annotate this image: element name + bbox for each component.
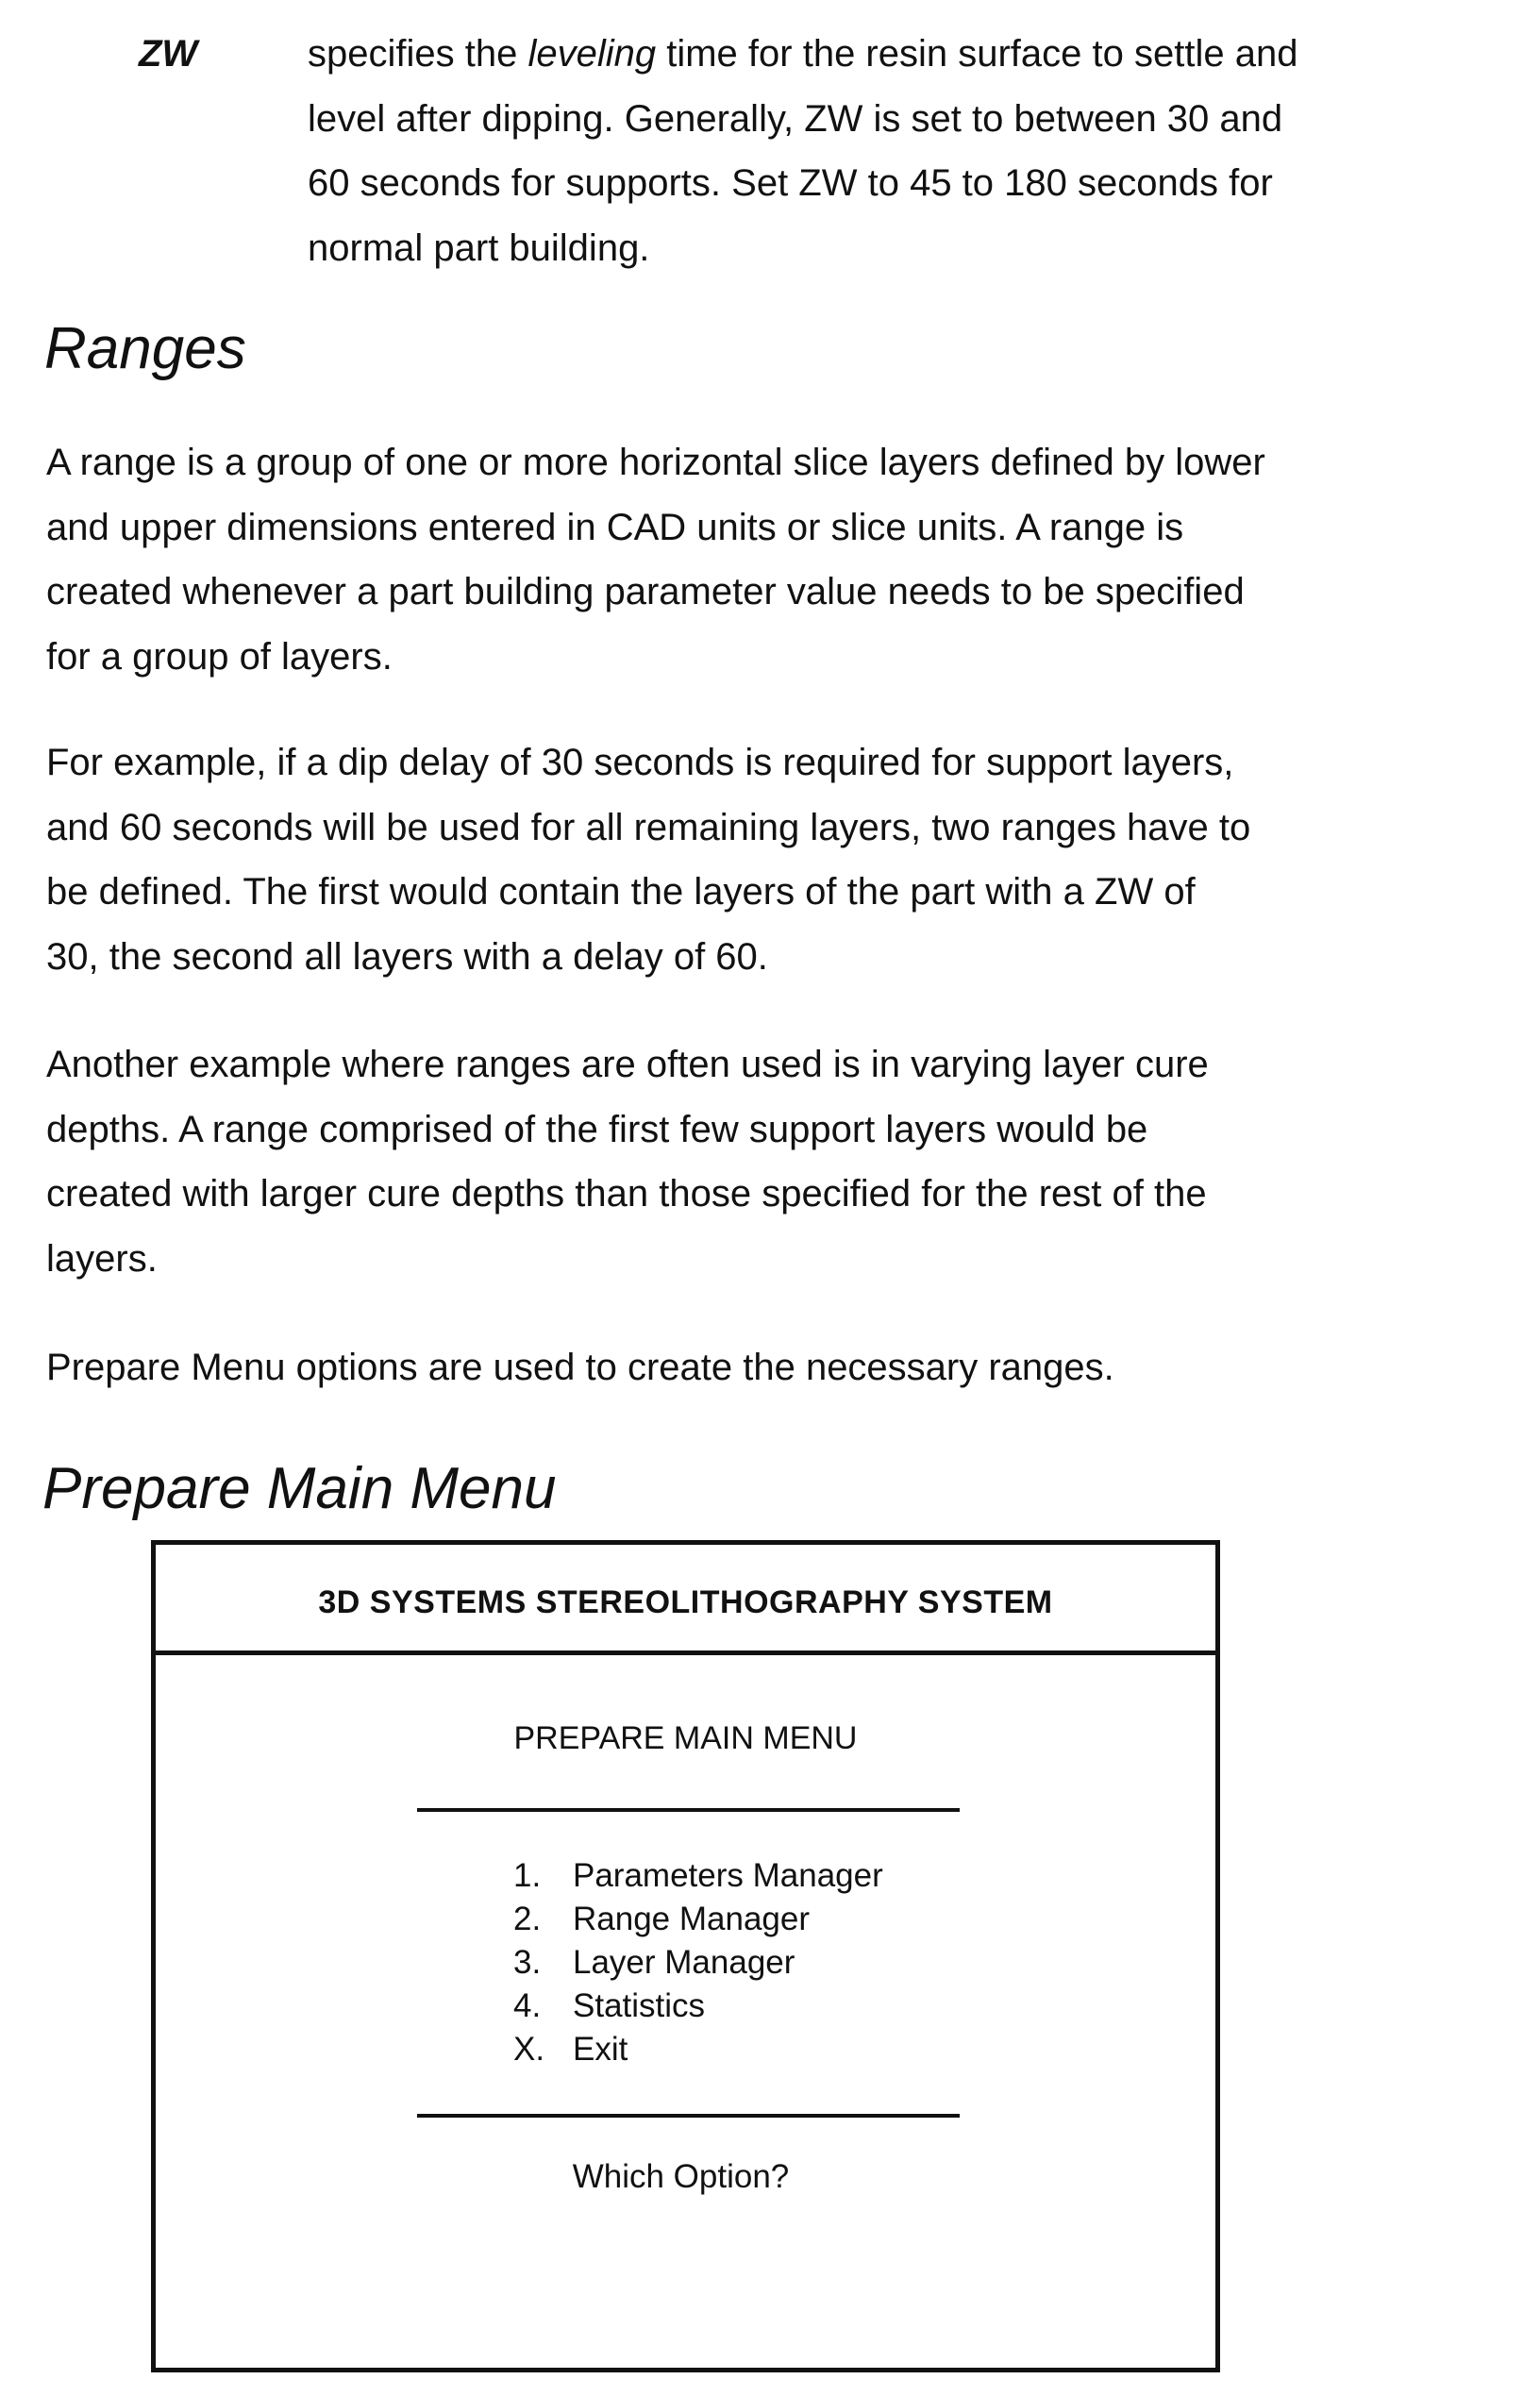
paragraph-line: created with larger cure depths than those specified for the rest of the [46, 1162, 1209, 1227]
menu-item-key: 3. [513, 1941, 573, 1985]
section-heading-ranges: Ranges [44, 316, 246, 382]
paragraph-line: and 60 seconds will be used for all remaining layers, two ranges have to [46, 796, 1250, 861]
menu-item-key: 1. [513, 1854, 573, 1898]
paragraph-line: A range is a group of one or more horizontal slice layers defined by lower [46, 430, 1265, 495]
menu-screen-figure [151, 1540, 1220, 2372]
divider [417, 1808, 960, 1812]
menu-title: PREPARE MAIN MENU [156, 1720, 1215, 1757]
paragraph-line: layers. [46, 1227, 1209, 1292]
menu-item-exit [513, 2028, 628, 2071]
paragraph [46, 730, 1250, 989]
menu-item-parameters-manager [513, 1854, 883, 1898]
section-heading-prepare-main-menu: Prepare Main Menu [42, 1456, 557, 1522]
paragraph-line: for a group of layers. [46, 625, 1265, 690]
menu-item-label: Parameters Manager [573, 1857, 883, 1894]
menu-item-layer-manager [513, 1941, 795, 1985]
paragraph [46, 1032, 1209, 1291]
paragraph-line: Another example where ranges are often used is in varying layer cure [46, 1032, 1209, 1097]
paragraph-line: depths. A range comprised of the first few support layers would be [46, 1097, 1209, 1163]
menu-item-label: Statistics [573, 1987, 705, 2024]
paragraph-line: Prepare Menu options are used to create the necessary ranges. [46, 1335, 1114, 1400]
menu-item-statistics [513, 1985, 705, 2028]
menu-item-label: Layer Manager [573, 1944, 795, 1981]
menu-item-key: X. [513, 2028, 573, 2071]
paragraph-line: For example, if a dip delay of 30 seconds is required for support layers, [46, 730, 1250, 796]
paragraph [46, 430, 1265, 689]
paragraph-line: 30, the second all layers with a delay of 60. [46, 925, 1250, 990]
paragraph [46, 1335, 1114, 1400]
divider [417, 2114, 960, 2118]
definition-line: level after dipping. Generally, ZW is set to between 30 and [308, 87, 1297, 152]
menu-item-label: Exit [573, 2031, 628, 2068]
menu-item-label: Range Manager [573, 1901, 810, 1937]
definition-line: specifies the leveling time for the resin surface to settle and [308, 22, 1297, 87]
menu-item-key: 4. [513, 1985, 573, 2028]
paragraph-line: be defined. The first would contain the layers of the part with a ZW of [46, 860, 1250, 925]
paragraph-line: created whenever a part building parameter value needs to be specified [46, 560, 1265, 625]
definition-text [308, 22, 1297, 280]
menu-item-range-manager [513, 1898, 810, 1941]
definition-line: normal part building. [308, 216, 1297, 281]
system-title: 3D SYSTEMS STEREOLITHOGRAPHY SYSTEM [156, 1545, 1215, 1655]
option-prompt: Which Option? [156, 2158, 1215, 2196]
paragraph-line: and upper dimensions entered in CAD units or slice units. A range is [46, 495, 1265, 561]
definition-term: ZW [139, 22, 197, 87]
definition-line: 60 seconds for supports. Set ZW to 45 to 180 seconds for [308, 151, 1297, 216]
menu-item-key: 2. [513, 1898, 573, 1941]
